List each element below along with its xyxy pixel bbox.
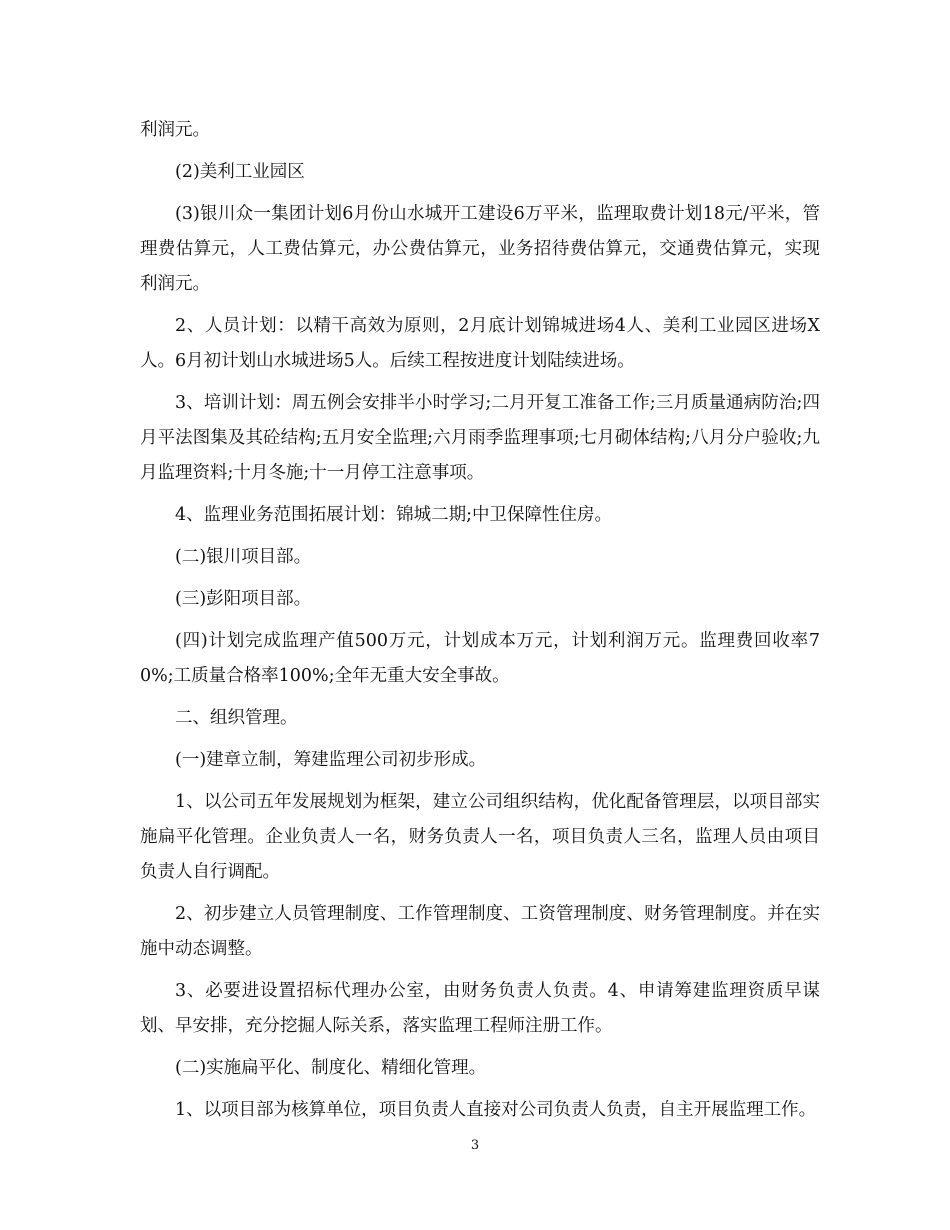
paragraph-13: 2、初步建立人员管理制度、工作管理制度、工资管理制度、财务管理制度。并在实施中动态调整。 — [140, 904, 820, 959]
paragraph-12: 1、以公司五年发展规划为框架，建立公司组织结构，优化配备管理层，以项目部实施扁平化管理。企业负责人一名，财务负责人一名，项目负责人三名，监理人员由项目负责人自行调配。 — [140, 792, 820, 882]
paragraph-10: 二、组织管理。 — [175, 708, 298, 728]
paragraph-2: (2)美利工业园区 — [175, 162, 305, 182]
paragraph-1: 利润元。 — [140, 120, 210, 140]
paragraph-7: (二)银川项目部。 — [175, 547, 312, 567]
paragraph-5: 3、培训计划：周五例会安排半小时学习;二月开复工准备工作;三月质量通病防治;四月平法图集及其砼结构;五月安全监理;六月雨季监理事项;七月砌体结构;八月分户验收;九月监理资料;十月冬施;十一月停工注意事项。 — [140, 393, 820, 483]
paragraph-8: (三)彭阳项目部。 — [175, 589, 312, 609]
paragraph-4: 2、人员计划：以精干高效为原则，2月底计划锦城进场4人、美利工业园区进场X人。6月初计划山水城进场5人。后续工程按进度计划陆续进场。 — [140, 316, 820, 371]
paragraph-3: (3)银川众一集团计划6月份山水城开工建设6万平米，监理取费计划18元/平米，管理费估算元，人工费估算元，办公费估算元，业务招待费估算元，交通费估算元，实现利润元。 — [140, 204, 820, 294]
paragraph-14: 3、必要进设置招标代理办公室，由财务负责人负责。4、申请筹建监理资质早谋划、早安排，充分挖掘人际关系，落实监理工程师注册工作。 — [140, 981, 820, 1036]
paragraph-15: (二)实施扁平化、制度化、精细化管理。 — [175, 1058, 487, 1078]
paragraph-6: 4、监理业务范围拓展计划：锦城二期;中卫保障性住房。 — [175, 505, 613, 525]
paragraph-11: (一)建章立制，筹建监理公司初步形成。 — [175, 750, 487, 770]
page-number: 3 — [470, 1138, 480, 1153]
paragraph-16: 1、以项目部为核算单位，项目负责人直接对公司负责人负责，自主开展监理工作。 — [175, 1100, 817, 1120]
paragraph-9: (四)计划完成监理产值500万元，计划成本万元，计划利润万元。监理费回收率70%;工质量合格率100%;全年无重大安全事故。 — [140, 631, 820, 686]
document-body — [140, 113, 820, 1135]
